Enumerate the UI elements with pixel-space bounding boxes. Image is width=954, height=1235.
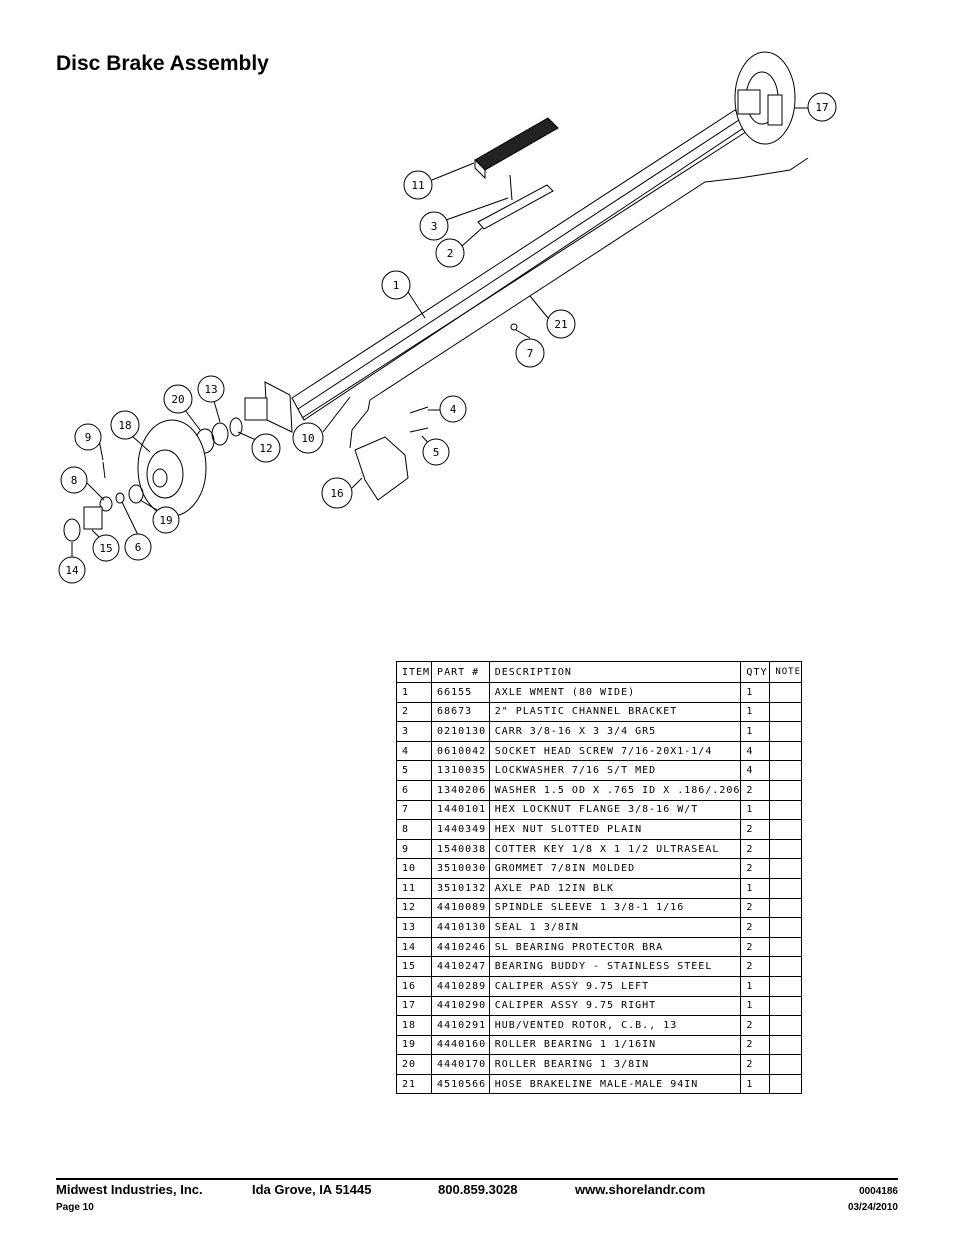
footer-divider (56, 1178, 898, 1180)
cell-qty: 2 (741, 918, 770, 938)
cell-item: 14 (397, 937, 432, 957)
cell-note (770, 1035, 802, 1055)
cell-item: 13 (397, 918, 432, 938)
locknut (511, 324, 517, 330)
lockwashers (410, 428, 428, 432)
cell-description: 2" PLASTIC CHANNEL BRACKET (489, 702, 741, 722)
callout-label: 8 (70, 474, 78, 487)
callout-label: 15 (99, 542, 113, 555)
table-row (397, 722, 802, 742)
callout-label: 11 (411, 179, 425, 192)
cell-description: AXLE PAD 12IN BLK (489, 878, 741, 898)
cell-note (770, 957, 802, 977)
axle-pad (475, 118, 558, 178)
cell-part: 4410291 (432, 1016, 490, 1036)
callout-label: 1 (392, 279, 400, 292)
cell-qty: 2 (741, 859, 770, 879)
cell-qty: 1 (741, 702, 770, 722)
bearing-protector (64, 519, 80, 541)
table-row (397, 976, 802, 996)
callout-label: 10 (301, 432, 315, 445)
cell-qty: 1 (741, 683, 770, 703)
cell-note (770, 976, 802, 996)
cell-part: 1440349 (432, 820, 490, 840)
cell-item: 17 (397, 996, 432, 1016)
cell-item: 8 (397, 820, 432, 840)
cell-item: 5 (397, 761, 432, 781)
cell-note (770, 996, 802, 1016)
parts-table-header (397, 662, 802, 683)
callout-label: 19 (159, 514, 173, 527)
cell-qty: 2 (741, 1055, 770, 1075)
cell-description: ROLLER BEARING 1 3/8IN (489, 1055, 741, 1075)
cell-part: 3510030 (432, 859, 490, 879)
cell-item: 21 (397, 1074, 432, 1094)
callout-label: 14 (65, 564, 79, 577)
cell-qty: 4 (741, 741, 770, 761)
cell-item: 10 (397, 859, 432, 879)
cell-qty: 2 (741, 898, 770, 918)
table-row (397, 683, 802, 703)
footer-company: Midwest Industries, Inc. (56, 1182, 203, 1197)
cell-description: HEX NUT SLOTTED PLAIN (489, 820, 741, 840)
cell-part: 4440160 (432, 1035, 490, 1055)
spindle-flange (245, 382, 292, 432)
washer (116, 493, 124, 503)
cell-part: 4410130 (432, 918, 490, 938)
footer-phone: 800.859.3028 (438, 1182, 518, 1197)
cell-note (770, 1055, 802, 1075)
parts-table-body (397, 683, 802, 1094)
callout-label: 20 (171, 393, 185, 406)
axle-tube (292, 110, 752, 420)
cell-qty: 1 (741, 878, 770, 898)
table-row (397, 741, 802, 761)
cell-part: 4410290 (432, 996, 490, 1016)
table-row (397, 761, 802, 781)
cell-item: 19 (397, 1035, 432, 1055)
table-row (397, 702, 802, 722)
col-qty: QTY (741, 662, 770, 683)
cell-note (770, 898, 802, 918)
cell-qty: 1 (741, 1074, 770, 1094)
cell-qty: 1 (741, 996, 770, 1016)
cell-part: 4410089 (432, 898, 490, 918)
cell-description: SOCKET HEAD SCREW 7/16-20X1-1/4 (489, 741, 741, 761)
footer-city: Ida Grove, IA 51445 (252, 1182, 372, 1197)
table-row (397, 878, 802, 898)
brake-line (350, 158, 808, 448)
footer-doc-number: 0004186 (859, 1186, 898, 1197)
table-row (397, 937, 802, 957)
table-row (397, 957, 802, 977)
callout-label: 2 (446, 247, 454, 260)
cell-qty: 2 (741, 780, 770, 800)
callout-label: 9 (84, 431, 92, 444)
carriage-bolt (510, 175, 512, 200)
right-caliper-assembly (735, 52, 795, 144)
cell-note (770, 683, 802, 703)
cell-note (770, 741, 802, 761)
cell-note (770, 878, 802, 898)
cell-qty: 1 (741, 800, 770, 820)
page-title: Disc Brake Assembly (56, 52, 269, 75)
table-row (397, 780, 802, 800)
cell-note (770, 761, 802, 781)
cell-item: 20 (397, 1055, 432, 1075)
cell-part: 1340206 (432, 780, 490, 800)
cell-part: 1440101 (432, 800, 490, 820)
table-row (397, 859, 802, 879)
col-note: NOTE (770, 662, 802, 683)
callout-label: 4 (449, 403, 457, 416)
cell-description: AXLE WMENT (80 WIDE) (489, 683, 741, 703)
socket-screws (410, 407, 428, 413)
table-row (397, 1035, 802, 1055)
table-row (397, 996, 802, 1016)
cell-part: 0610042 (432, 741, 490, 761)
cell-item: 11 (397, 878, 432, 898)
callout-label: 3 (430, 220, 438, 233)
footer-date: 03/24/2010 (847, 1202, 898, 1213)
cell-qty: 2 (741, 957, 770, 977)
cell-part: 4410246 (432, 937, 490, 957)
cell-note (770, 1016, 802, 1036)
col-description: DESCRIPTION (489, 662, 741, 683)
cell-qty: 2 (741, 937, 770, 957)
cell-qty: 4 (741, 761, 770, 781)
table-row (397, 820, 802, 840)
cell-description: CARR 3/8-16 X 3 3/4 GR5 (489, 722, 741, 742)
cell-item: 2 (397, 702, 432, 722)
footer-website: www.shorelandr.com (575, 1182, 706, 1197)
cotter-key (103, 462, 105, 478)
cell-description: SPINDLE SLEEVE 1 3/8-1 1/16 (489, 898, 741, 918)
cell-description: CALIPER ASSY 9.75 RIGHT (489, 996, 741, 1016)
cell-part: 1310035 (432, 761, 490, 781)
cell-item: 4 (397, 741, 432, 761)
cell-description: SL BEARING PROTECTOR BRA (489, 937, 741, 957)
col-part: PART # (432, 662, 490, 683)
cell-part: 66155 (432, 683, 490, 703)
cell-qty: 2 (741, 1016, 770, 1036)
callout-label: 5 (432, 446, 440, 459)
cell-item: 12 (397, 898, 432, 918)
cell-part: 1540038 (432, 839, 490, 859)
parts-table (396, 661, 802, 1094)
cell-item: 15 (397, 957, 432, 977)
bearing-buddy (84, 507, 102, 529)
cell-note (770, 722, 802, 742)
cell-description: HOSE BRAKELINE MALE-MALE 94IN (489, 1074, 741, 1094)
cell-description: BEARING BUDDY - STAINLESS STEEL (489, 957, 741, 977)
cell-part: 4510566 (432, 1074, 490, 1094)
cell-note (770, 820, 802, 840)
cell-part: 4440170 (432, 1055, 490, 1075)
callout-label: 7 (526, 347, 534, 360)
cell-description: GROMMET 7/8IN MOLDED (489, 859, 741, 879)
cell-note (770, 937, 802, 957)
table-row (397, 800, 802, 820)
callout-label: 12 (259, 442, 273, 455)
table-row (397, 918, 802, 938)
cell-item: 7 (397, 800, 432, 820)
cell-qty: 2 (741, 1035, 770, 1055)
channel-bracket (478, 185, 553, 229)
cell-note (770, 859, 802, 879)
cell-note (770, 1074, 802, 1094)
cell-item: 1 (397, 683, 432, 703)
callout-label: 6 (134, 541, 142, 554)
cell-item: 18 (397, 1016, 432, 1036)
cell-description: SEAL 1 3/8IN (489, 918, 741, 938)
table-row (397, 1074, 802, 1094)
cell-qty: 2 (741, 839, 770, 859)
cell-item: 3 (397, 722, 432, 742)
cell-part: 68673 (432, 702, 490, 722)
cell-description: HEX LOCKNUT FLANGE 3/8-16 W/T (489, 800, 741, 820)
hub-rotor (138, 420, 206, 516)
callout-label: 16 (330, 487, 344, 500)
callout-label: 21 (554, 318, 568, 331)
table-row (397, 839, 802, 859)
cell-note (770, 918, 802, 938)
cell-note (770, 800, 802, 820)
cell-description: HUB/VENTED ROTOR, C.B., 13 (489, 1016, 741, 1036)
cell-qty: 2 (741, 820, 770, 840)
callout-label: 13 (204, 383, 218, 396)
cell-item: 16 (397, 976, 432, 996)
cell-description: ROLLER BEARING 1 1/16IN (489, 1035, 741, 1055)
col-item: ITEM (397, 662, 432, 683)
cell-note (770, 780, 802, 800)
table-row (397, 1055, 802, 1075)
cell-qty: 1 (741, 976, 770, 996)
table-row (397, 1016, 802, 1036)
callout-label: 18 (118, 419, 132, 432)
cell-description: CALIPER ASSY 9.75 LEFT (489, 976, 741, 996)
cell-note (770, 702, 802, 722)
cell-description: COTTER KEY 1/8 X 1 1/2 ULTRASEAL (489, 839, 741, 859)
cell-item: 9 (397, 839, 432, 859)
left-caliper-assembly (355, 437, 408, 500)
cell-item: 6 (397, 780, 432, 800)
cell-part: 0210130 (432, 722, 490, 742)
cell-part: 4410247 (432, 957, 490, 977)
cell-note (770, 839, 802, 859)
cell-description: LOCKWASHER 7/16 S/T MED (489, 761, 741, 781)
callout-label: 17 (815, 101, 829, 114)
cell-part: 4410289 (432, 976, 490, 996)
table-row (397, 898, 802, 918)
footer-page: Page 10 (56, 1202, 94, 1213)
cell-part: 3510132 (432, 878, 490, 898)
cell-qty: 1 (741, 722, 770, 742)
cell-description: WASHER 1.5 OD X .765 ID X .186/.206 (489, 780, 741, 800)
